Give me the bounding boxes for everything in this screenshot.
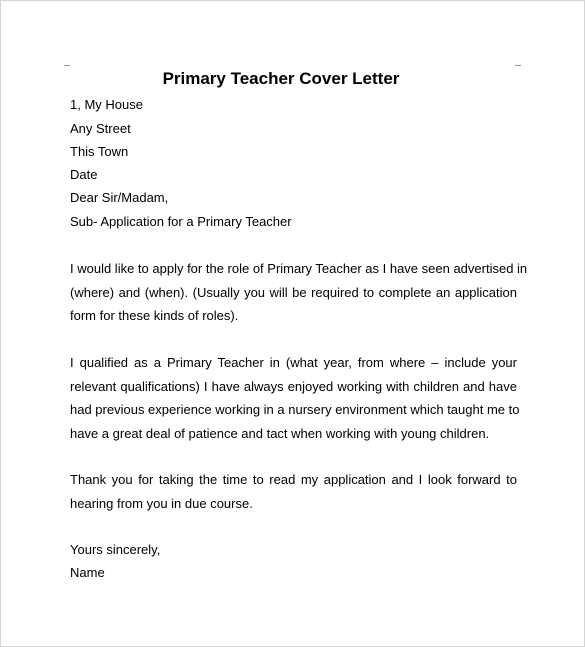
margin-mark-right: [515, 65, 521, 66]
address-line-3: This Town: [70, 144, 129, 159]
paragraph-line: hearing from you in due course.: [70, 495, 253, 511]
paragraph-line: I would like to apply for the role of Primary Teacher as I have seen advertised in: [70, 261, 528, 276]
margin-mark-left: [64, 65, 70, 66]
paragraph-2: [70, 351, 520, 445]
paragraph-line: (where) and (when). (Usually you will be required to complete an application: [70, 284, 517, 300]
paragraph-3: [70, 468, 517, 515]
paragraph-line: have a great deal of patience and tact when working with young children.: [70, 425, 490, 441]
letter-title: Primary Teacher Cover Letter: [162, 69, 400, 88]
letter-date: Date: [70, 167, 98, 182]
paragraph-line: form for these kinds of roles).: [70, 308, 239, 323]
address-line-2: Any Street: [70, 121, 131, 136]
signature-name: Name: [70, 565, 105, 580]
paragraph-line: had previous experience working in a nursery environment which taught me to: [70, 402, 520, 417]
paragraph-line: relevant qualifications) I have always enjoyed working with children and have: [70, 378, 517, 394]
closing: Yours sincerely,: [70, 542, 161, 557]
address-line-1: 1, My House: [70, 97, 143, 112]
paragraph-1: [70, 257, 528, 328]
subject-line: Sub- Application for a Primary Teacher: [70, 214, 292, 229]
paragraph-line: I qualified as a Primary Teacher in (what year, from where – include your: [70, 355, 517, 370]
salutation: Dear Sir/Madam,: [70, 190, 169, 205]
paragraph-line: Thank you for taking the time to read my application and I look forward to: [70, 472, 517, 487]
